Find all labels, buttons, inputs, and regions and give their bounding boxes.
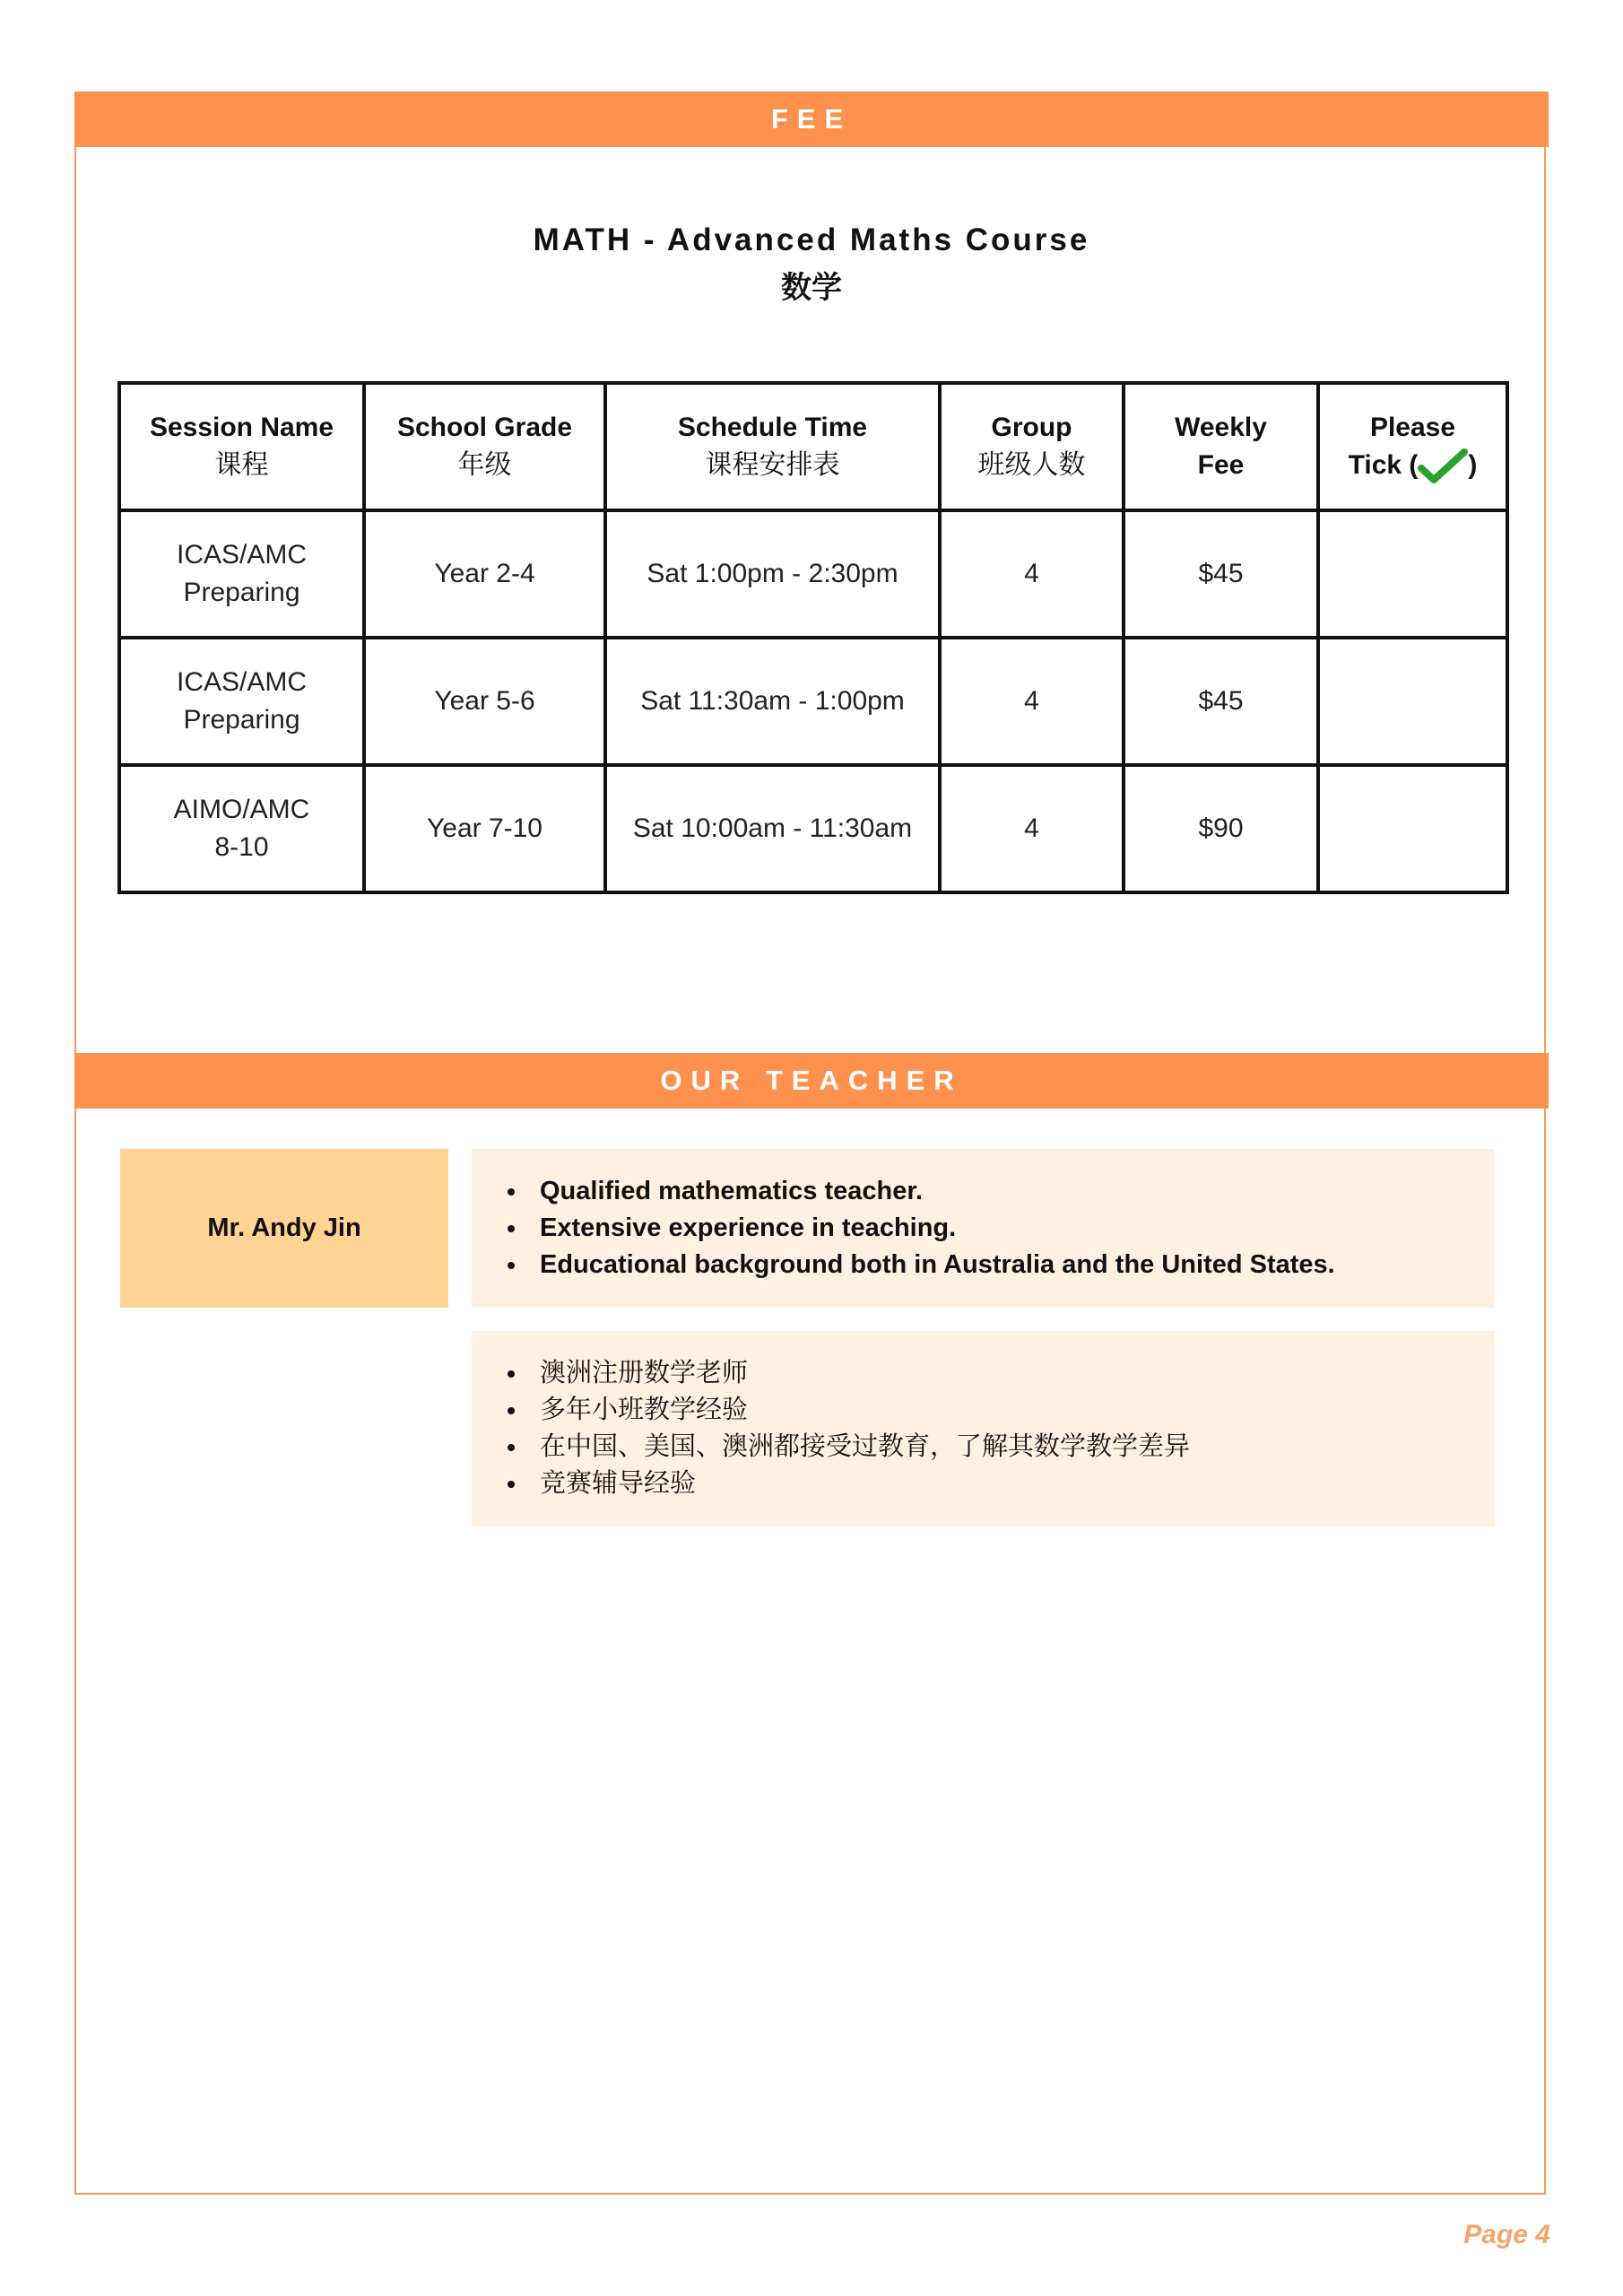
fee-table: [117, 381, 1509, 894]
cell-school-grade: Year 2-4: [364, 510, 605, 638]
header-group: Group 班级人数: [940, 383, 1124, 510]
list-item: Extensive experience in teaching.: [540, 1210, 1335, 1247]
teacher-name: Mr. Andy Jin: [120, 1149, 448, 1308]
cell-tick-box[interactable]: [1318, 765, 1507, 892]
cell-group: 4: [940, 638, 1124, 765]
cell-session-name: ICAS/AMC Preparing: [119, 510, 364, 638]
teacher-info-chinese: [472, 1331, 1495, 1526]
list-item: Qualified mathematics teacher.: [540, 1173, 1335, 1210]
list-item: 在中国、美国、澳洲都接受过教育，了解其数学教学差异: [540, 1429, 1190, 1465]
header-schedule-time: Schedule Time 课程安排表: [605, 383, 940, 510]
cell-weekly-fee: $45: [1124, 510, 1318, 638]
course-subtitle: 数学: [781, 271, 842, 305]
cell-session-name: ICAS/AMC Preparing: [119, 638, 364, 765]
header-please-tick: Please Tick ( ): [1318, 383, 1507, 510]
table-row: [119, 510, 1507, 638]
teacher-points-zh: [540, 1355, 1190, 1502]
cell-school-grade: Year 7-10: [364, 765, 605, 892]
list-item: Educational background both in Australia and the United States.: [540, 1247, 1335, 1283]
list-item: 竞赛辅导经验: [540, 1465, 1190, 1502]
table-header-row: [119, 383, 1507, 510]
cell-weekly-fee: $45: [1124, 638, 1318, 765]
green-checkmark-icon: [1418, 448, 1468, 484]
cell-schedule-time: Sat 1:00pm - 2:30pm: [605, 510, 940, 638]
fee-section-header: FEE: [74, 91, 1549, 147]
teacher-info-english: [472, 1149, 1495, 1308]
cell-weekly-fee: $90: [1124, 765, 1318, 892]
header-session-name: Session Name 课程: [119, 383, 364, 510]
cell-tick-box[interactable]: [1318, 510, 1507, 638]
teacher-section-header: OUR TEACHER: [74, 1053, 1549, 1109]
header-school-grade: School Grade 年级: [364, 383, 605, 510]
cell-session-name: AIMO/AMC 8-10: [119, 765, 364, 892]
table-row: [119, 638, 1507, 765]
cell-schedule-time: Sat 11:30am - 1:00pm: [605, 638, 940, 765]
cell-tick-box[interactable]: [1318, 638, 1507, 765]
list-item: 多年小班教学经验: [540, 1392, 1190, 1429]
cell-school-grade: Year 5-6: [364, 638, 605, 765]
cell-group: 4: [940, 765, 1124, 892]
table-row: [119, 765, 1507, 892]
course-title: MATH - Advanced Maths Course: [533, 222, 1090, 257]
cell-group: 4: [940, 510, 1124, 638]
teacher-points-en: [540, 1173, 1335, 1283]
cell-schedule-time: Sat 10:00am - 11:30am: [605, 765, 940, 892]
header-weekly-fee: Weekly Fee: [1124, 383, 1318, 510]
page-number: Page 4: [1463, 2220, 1550, 2249]
list-item: 澳洲注册数学老师: [540, 1355, 1190, 1392]
